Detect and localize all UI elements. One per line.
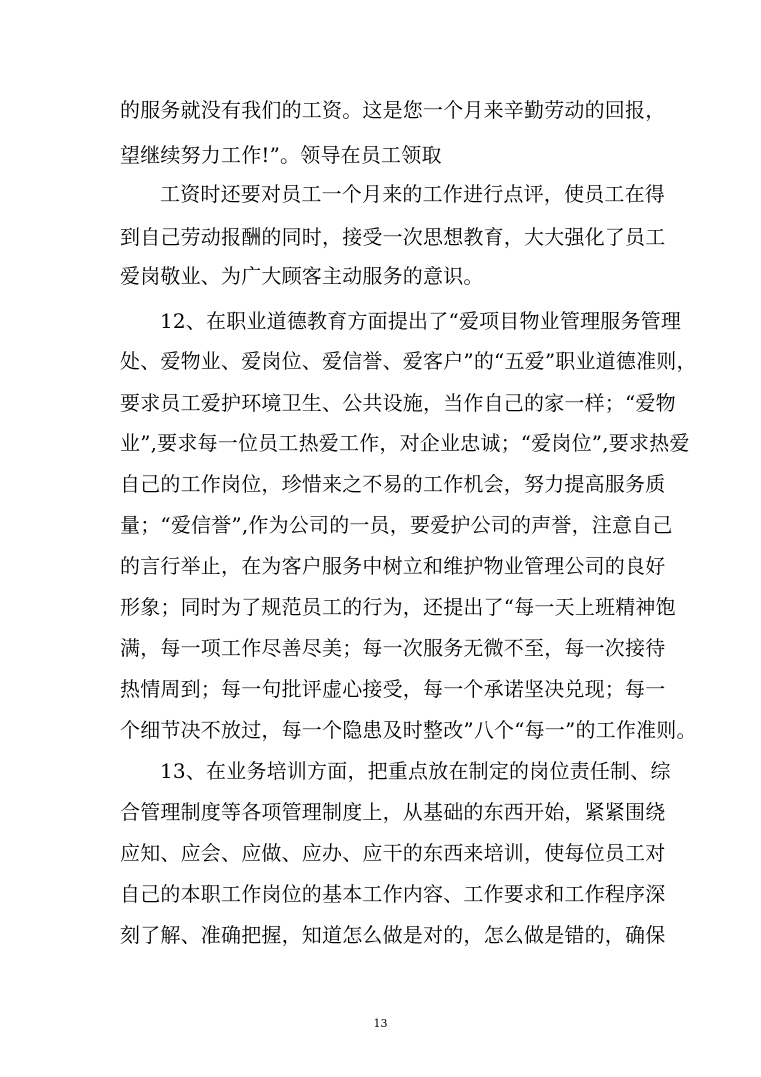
body-text-line: 自己的本职工作岗位的基本工作内容、工作要求和工作程序深 <box>120 882 666 906</box>
body-text-line: 处、爱物业、爱岗位、爱信誉、爱客户”的“五爱”职业道德准则， <box>120 349 697 373</box>
body-text-line: 形象；同时为了规范员工的行为，还提出了“每一天上班精神饱 <box>120 595 676 619</box>
body-text-line: 的服务就没有我们的工资。这是您一个月来辛勤劳动的回报， <box>120 98 666 122</box>
page-number: 13 <box>373 1017 388 1030</box>
body-text-line: 刻了解、准确把握，知道怎么做是对的，怎么做是错的，确保 <box>120 923 666 947</box>
body-text-line: 到自己劳动报酬的同时，接受一次思想教育，大大强化了员工 <box>120 225 666 249</box>
body-text-line: 的言行举止，在为客户服务中树立和维护物业管理公司的良好 <box>120 554 666 578</box>
body-text-line: 个细节决不放过，每一个隐患及时整改”八个“每一”的工作准则。 <box>120 718 697 742</box>
body-text-line: 满，每一项工作尽善尽美；每一次服务无微不至，每一次接待 <box>120 636 666 660</box>
body-text-line: 望继续努力工作!”。领导在员工领取 <box>120 143 442 167</box>
body-text-line: 要求员工爱护环境卫生、公共设施，当作自己的家一样；“爱物 <box>120 391 676 415</box>
body-text-line: 量；“爱信誉”,作为公司的一员，要爱护公司的声誉，注意自己 <box>120 513 673 537</box>
body-text-line: 业”,要求每一位员工热爱工作，对企业忠诚；“爱岗位”,要求热爱 <box>120 431 690 455</box>
body-text-line: 13、在业务培训方面，把重点放在制定的岗位责任制、综 <box>160 759 671 783</box>
body-text-line: 应知、应会、应做、应办、应干的东西来培训，使每位员工对 <box>120 841 666 865</box>
body-text-line: 合管理制度等各项管理制度上，从基础的东西开始，紧紧围绕 <box>120 800 666 824</box>
body-text-line: 爱岗敬业、为广大顾客主动服务的意识。 <box>120 264 484 288</box>
body-text-line: 工资时还要对员工一个月来的工作进行点评，使员工在得 <box>160 182 665 206</box>
body-text-line: 自己的工作岗位，珍惜来之不易的工作机会，努力提高服务质 <box>120 472 666 496</box>
body-text-line: 12、在职业道德教育方面提出了“爱项目物业管理服务管理 <box>160 309 682 333</box>
body-text-line: 热情周到；每一句批评虚心接受，每一个承诺坚决兑现；每一 <box>120 677 666 701</box>
